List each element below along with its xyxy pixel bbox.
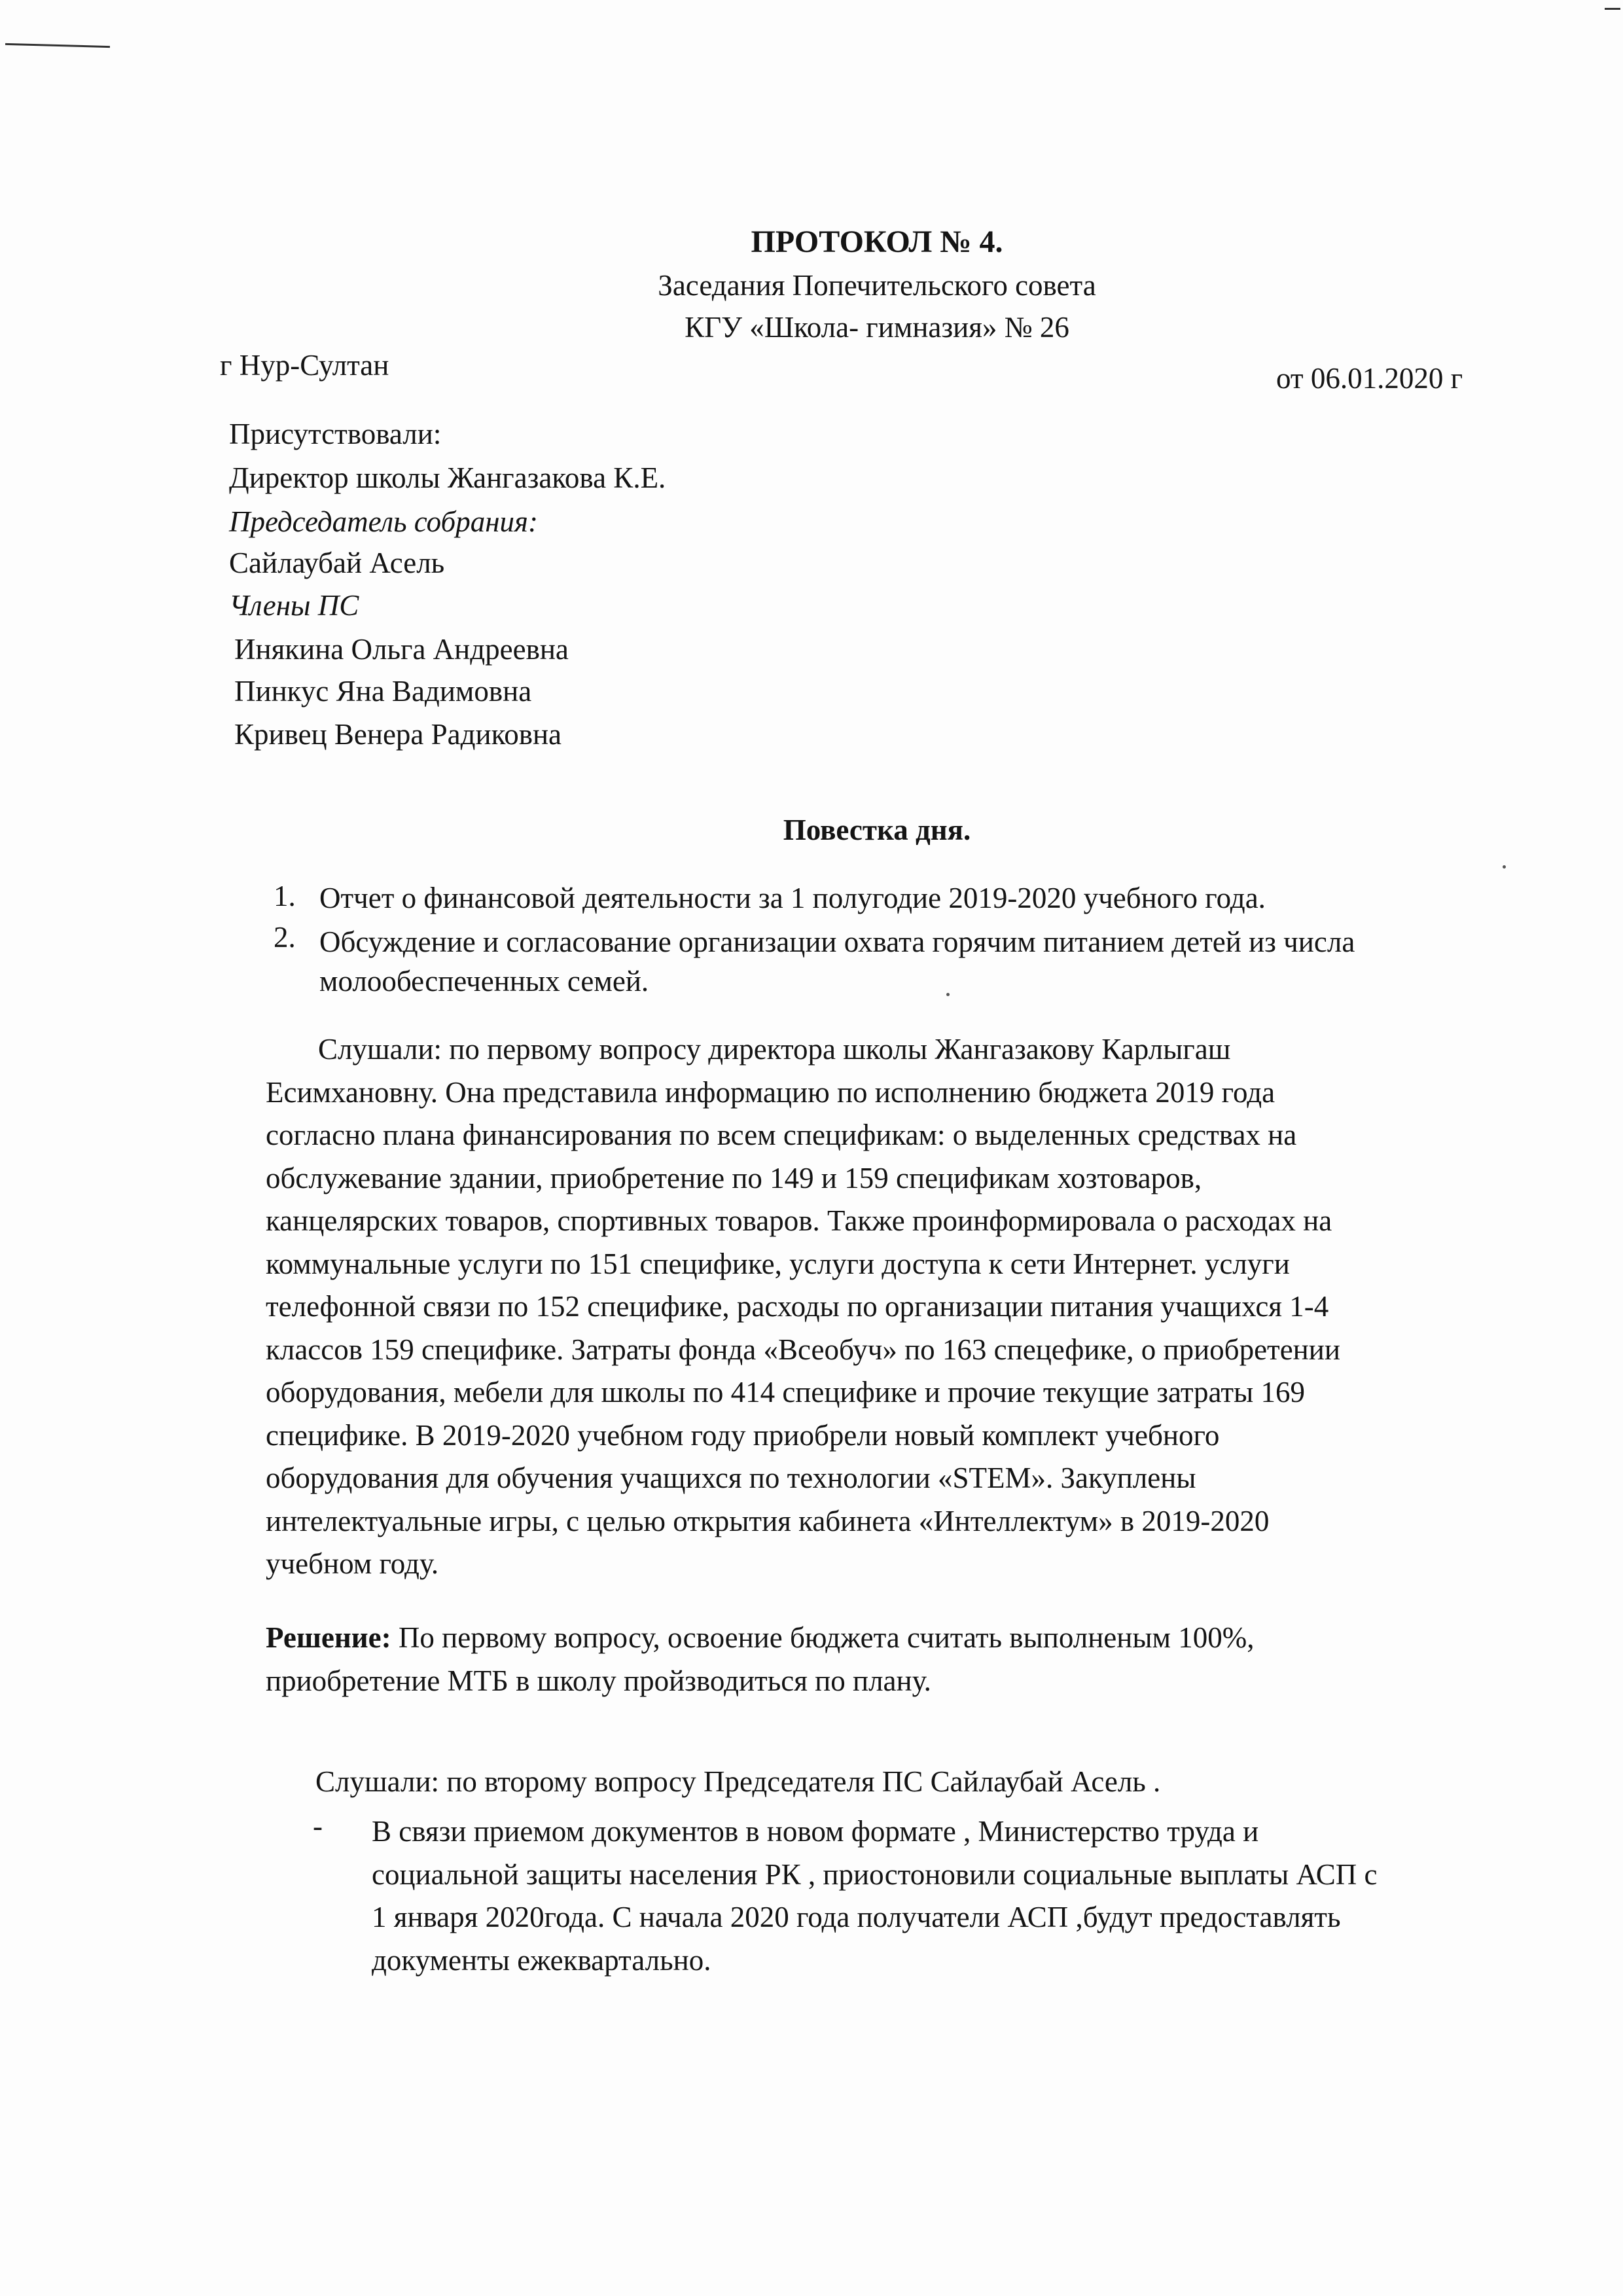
attendees-heading: Присутствовали: [229, 418, 442, 450]
agenda-item-text: Обсуждение и согласование организации охвата горячим питанием детей из числа [319, 925, 1355, 958]
member-3: Кривец Венера Радиковна [234, 718, 562, 751]
chair-name: Сайлаубай Асель [229, 547, 445, 579]
agenda-heading: Повестка дня. [783, 814, 971, 846]
attendee-director: Директор школы Жангазакова К.Е. [229, 461, 666, 494]
heard-second-intro: Слушали: по второму вопросу Председателя ПС Сайлаубай Асель . [315, 1765, 1161, 1798]
heard-first-paragraph: Слушали: по первому вопросу директора школы Жангазакову Карлыгаш Есимхановну. Она представила информацию по исполнению бюджета 2019 года согласно плана финансирования по всем спецификам: о выделенных средствах на обслужевание здании, приобретение по 149 и 159 спецификам хозтоваров, канцелярских товаров, спортивных товаров. Также проинформировала о расходах на коммунальные услуги по 151 специфике, услуги доступа к сети Интернет. услуги телефонной связи по 152 специфике, расходы по организации питания учащихся 1-4 классов 159 специфике. Затраты фонда «Всеобуч» по 163 спецефике, о приобретении оборудования, мебели для школы по 414 специфике и прочие текущие затраты 169 специфике. В 2019-2020 учебном году приобрели новый комплект учебного оборудования для обучения учащихся по технологии «STEM». Закуплены интелектуальные игры, с целью открытия кабинета «Интеллектум» в 2019-2020 учебном году. [266, 1033, 1340, 1580]
member-2: Пинкус Яна Вадимовна [234, 675, 532, 708]
decision-label: Решение: [266, 1621, 391, 1654]
agenda-item-number: 2. [274, 921, 296, 954]
agenda-item-number: 1. [274, 880, 296, 912]
document-city: г Нур-Султан [220, 349, 389, 382]
document-subtitle-1: Заседания Попечительского совета [658, 269, 1096, 302]
members-label: Члены ПС [229, 589, 359, 622]
document-title: ПРОТОКОЛ № 4. [751, 224, 1003, 259]
agenda-item-text: Отчет о финансовой деятельности за 1 полугодие 2019-2020 учебного года. [319, 882, 1266, 914]
member-1: Инякина Ольга Андреевна [234, 633, 569, 666]
scan-artifact-mark [5, 43, 110, 48]
chair-label: Председатель собрания: [229, 505, 538, 538]
heard-second-bullet-text: В связи приемом документов в новом формате , Министерство труда и социальной защиты населения РК , приостоновили социальные выплаты АСП с 1 января 2020года. С начала 2020 года получатели АСП ,будут предоставлять документы ежеквартально. [372, 1815, 1378, 1977]
decision-line-2: приобретение МТБ в школу пройзводиться по плану. [266, 1664, 931, 1697]
scan-artifact-mark [1605, 8, 1620, 10]
decision-text: По первому вопросу, освоение бюджета считать выполненым 100%, [398, 1621, 1255, 1654]
bullet-dash: - [313, 1810, 323, 1842]
document-subtitle-2: КГУ «Школа- гимназия» № 26 [685, 311, 1069, 344]
agenda-item-text: молообеспеченных семей. [319, 965, 649, 997]
scan-speck [946, 993, 950, 996]
scan-speck [1503, 865, 1506, 869]
decision-line-1 [266, 1623, 1255, 1653]
document-date: от 06.01.2020 г [1276, 362, 1463, 395]
